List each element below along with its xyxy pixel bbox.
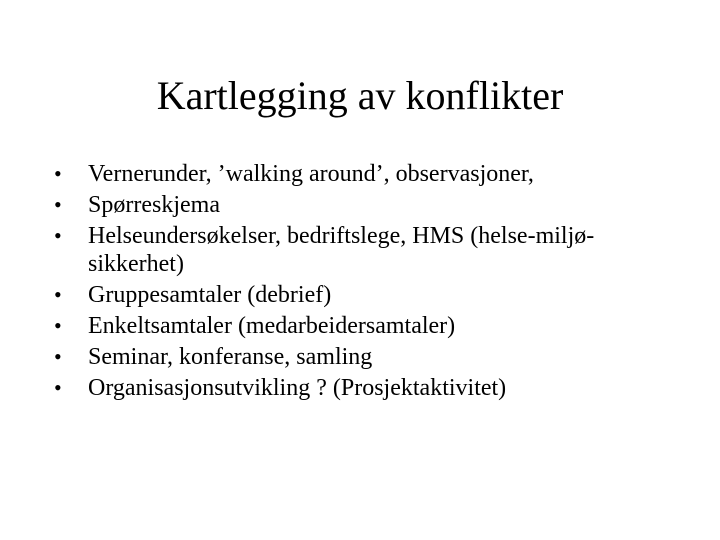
list-item — [54, 222, 674, 278]
bullet-icon: • — [54, 223, 62, 248]
list-item — [54, 281, 674, 309]
bullet-icon: • — [54, 282, 62, 307]
bullet-text: Enkeltsamtaler (medarbeidersamtaler) — [88, 313, 456, 339]
list-item — [54, 312, 674, 340]
bullet-icon: • — [54, 313, 62, 338]
bullet-icon: • — [54, 192, 62, 217]
bullet-icon: • — [54, 375, 62, 400]
bullet-text: Seminar, konferanse, samling — [88, 344, 373, 370]
slide-title: Kartlegging av konflikter — [156, 73, 564, 118]
bullet-text: Organisasjonsutvikling ? (Prosjektaktivitet) — [88, 375, 507, 401]
bullet-icon: • — [54, 161, 62, 186]
bullet-text: Vernerunder, ’walking around’, observasjoner, — [88, 161, 534, 187]
bullet-text: Gruppesamtaler (debrief) — [88, 282, 332, 308]
list-item — [54, 343, 674, 371]
bullet-text: Spørreskjema — [88, 192, 220, 218]
bullet-list — [54, 160, 674, 405]
bullet-icon: • — [54, 344, 62, 369]
list-item — [54, 160, 674, 188]
bullet-text: Helseundersøkelser, bedriftslege, HMS (helse-miljø-sikkerhet) — [88, 223, 595, 277]
list-item — [54, 191, 674, 219]
list-item — [54, 374, 674, 402]
